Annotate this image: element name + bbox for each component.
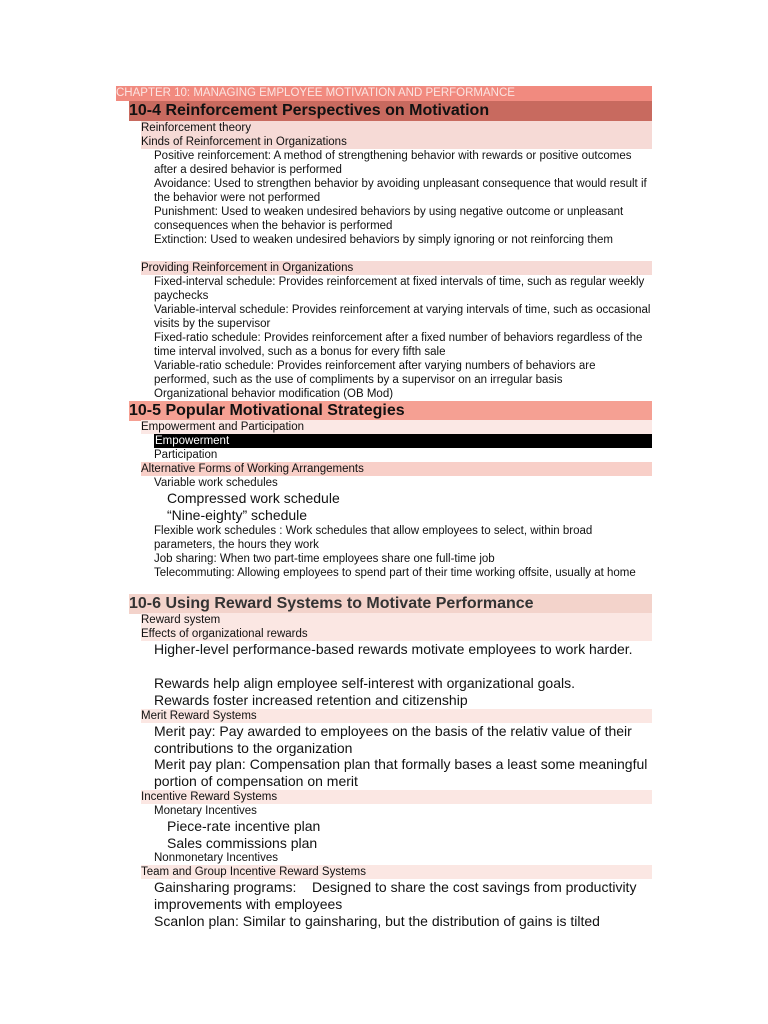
topic-reward-system: Reward system (141, 613, 652, 627)
item-variable-work-schedules: Variable work schedules (154, 477, 278, 489)
topic-effects-of-rewards: Effects of organizational rewards (141, 627, 652, 641)
item-sales-commissions-plan: Sales commissions plan (167, 835, 318, 851)
item-nine-eighty-schedule: “Nine-eighty” schedule (167, 507, 308, 523)
topic-alternative-forms: Alternative Forms of Working Arrangements (141, 462, 652, 476)
topic-reinforcement-theory: Reinforcement theory (141, 121, 652, 135)
item-higher-level-rewards: Higher-level performance-based rewards motivate employees to work harder. (154, 641, 633, 657)
item-empowerment-highlighted: Empowerment (154, 434, 652, 448)
section-heading-10-6: 10-6 Using Reward Systems to Motivate Performance (129, 594, 652, 614)
topic-kinds-of-reinforcement: Kinds of Reinforcement in Organizations (141, 135, 652, 149)
topic-incentive-reward-systems: Incentive Reward Systems (141, 790, 652, 804)
item-ob-mod: Organizational behavior modification (OB Mod) (154, 388, 394, 400)
item-gainsharing: Gainsharing programs: Designed to share the cost savings from productivity improvements with employees (154, 879, 641, 912)
item-positive-reinforcement: Positive reinforcement: A method of strengthening behavior with rewards or positive outcomes after a desired behavior is performed (154, 150, 632, 176)
item-nonmonetary-incentives: Nonmonetary Incentives (154, 852, 279, 864)
item-merit-pay-plan: Merit pay plan: Compensation plan that formally bases a least some meaningful portion of compensation on merit (154, 756, 648, 789)
topic-merit-reward-systems: Merit Reward Systems (141, 709, 652, 723)
item-variable-ratio: Variable-ratio schedule: Provides reinforcement after varying numbers of behaviors are performed, such as the use of compliments by a supervisor on an irregular basis (154, 360, 596, 386)
item-fixed-ratio: Fixed-ratio schedule: Provides reinforcement after a fixed number of behaviors regardless of the time interval involved, such as a bonus for every fifth sale (154, 332, 643, 358)
item-rewards-foster: Rewards foster increased retention and citizenship (154, 692, 468, 708)
item-punishment: Punishment: Used to weaken undesired behaviors by using negative outcome or unpleasant consequences when the behavior is performed (154, 206, 624, 232)
topic-team-group-incentives: Team and Group Incentive Reward Systems (141, 865, 652, 879)
item-merit-pay: Merit pay: Pay awarded to employees on the basis of the relativ value of their contributions to the organization (154, 723, 632, 756)
item-rewards-align: Rewards help align employee self-interest with organizational goals. (154, 675, 576, 691)
item-telecommuting: Telecommuting: Allowing employees to spend part of their time working offsite, usually at home (154, 567, 636, 579)
item-variable-interval: Variable-interval schedule: Provides reinforcement at varying intervals of time, such as occasional visits by the supervisor (154, 304, 651, 330)
chapter-title: CHAPTER 10: MANAGING EMPLOYEE MOTIVATION AND PERFORMANCE (116, 86, 652, 101)
item-compressed-schedule: Compressed work schedule (167, 490, 340, 506)
section-heading-10-5: 10-5 Popular Motivational Strategies (129, 401, 652, 421)
section-heading-10-4: 10-4 Reinforcement Perspectives on Motivation (129, 101, 652, 121)
item-scanlon-plan: Scanlon plan: Similar to gainsharing, but the distribution of gains is tilted (154, 913, 600, 929)
item-fixed-interval: Fixed-interval schedule: Provides reinforcement at fixed intervals of time, such as regular weekly paychecks (154, 276, 645, 302)
item-avoidance: Avoidance: Used to strengthen behavior by avoiding unpleasant consequence that would result if the behavior were not performed (154, 178, 647, 204)
topic-empowerment-participation: Empowerment and Participation (141, 420, 652, 434)
topic-providing-reinforcement: Providing Reinforcement in Organizations (141, 261, 652, 275)
item-flexible-work-schedules: Flexible work schedules : Work schedules that allow employees to select, within broad parameters, the hours they work (154, 525, 593, 551)
item-piece-rate-plan: Piece-rate incentive plan (167, 818, 321, 834)
item-monetary-incentives: Monetary Incentives (154, 805, 257, 817)
item-extinction: Extinction: Used to weaken undesired behaviors by simply ignoring or not reinforcing them (154, 234, 613, 246)
item-job-sharing: Job sharing: When two part-time employees share one full-time job (154, 553, 495, 565)
item-participation: Participation (154, 449, 218, 461)
